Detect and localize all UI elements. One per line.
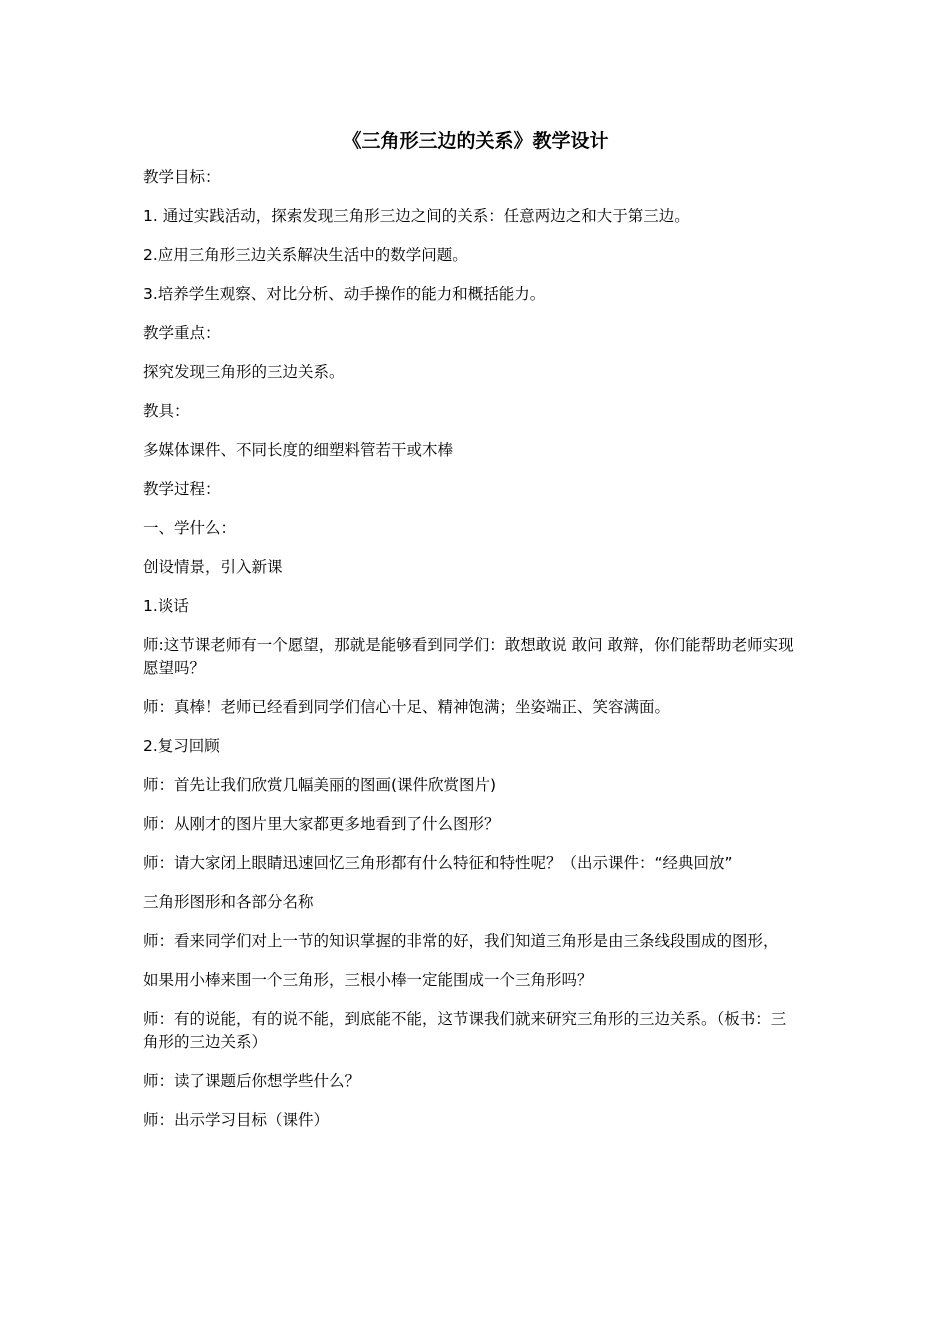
paragraph-teaching-process-heading: 教学过程： bbox=[143, 480, 221, 498]
document-title: 《三角形三边的关系》教学设计 bbox=[342, 130, 609, 152]
paragraph-sticks-question: 如果用小棒来围一个三角形，三根小棒一定能围成一个三角形吗？ bbox=[143, 971, 593, 989]
paragraph-review-heading: 2.复习回顾 bbox=[143, 737, 220, 755]
paragraph-teacher-question-shapes: 师：从刚才的图片里大家都更多地看到了什么图形？ bbox=[143, 815, 500, 833]
paragraph-introduction: 创设情景，引入新课 bbox=[143, 558, 283, 576]
paragraph-teaching-aids-heading: 教具： bbox=[143, 402, 190, 420]
paragraph-teacher-pictures: 师：首先让我们欣赏几幅美丽的图画(课件欣赏图片) bbox=[143, 776, 497, 794]
paragraph-teacher-praise: 师：真棒！老师已经看到同学们信心十足、精神饱满；坐姿端正、笑容满面。 bbox=[143, 698, 671, 716]
paragraph-teacher-objectives: 师：出示学习目标（课件） bbox=[143, 1111, 330, 1129]
paragraph-teaching-aids: 多媒体课件、不同长度的细塑料管若干或木棒 bbox=[143, 441, 454, 459]
paragraph-goal-1: 1. 通过实践活动，探索发现三角形三边之间的关系：任意两边之和大于第三边。 bbox=[143, 207, 690, 225]
paragraph-teacher-summary: 师：看来同学们对上一节的知识掌握的非常的好，我们知道三角形是由三条线段围成的图形， bbox=[143, 932, 779, 950]
paragraph-teacher-wish: 师:这节课老师有一个愿望，那就是能够看到同学们：敢想敢说 敢问 敢辩，你们能帮助老师实现愿望吗？ bbox=[143, 636, 794, 677]
paragraph-goal-3: 3.培养学生观察、对比分析、动手操作的能力和概括能力。 bbox=[143, 285, 546, 303]
paragraph-key-point: 探究发现三角形的三边关系。 bbox=[143, 363, 345, 381]
paragraph-teacher-ask-learn: 师：读了课题后你想学些什么？ bbox=[143, 1072, 361, 1090]
paragraph-triangle-parts: 三角形图形和各部分名称 bbox=[143, 893, 314, 911]
paragraph-teaching-goals-heading: 教学目标： bbox=[143, 168, 221, 186]
paragraph-key-point-heading: 教学重点： bbox=[143, 324, 221, 342]
paragraph-section-one: 一、学什么： bbox=[143, 519, 237, 537]
paragraph-talk-heading: 1.谈话 bbox=[143, 597, 189, 615]
paragraph-teacher-topic: 师：有的说能，有的说不能，到底能不能，这节课我们就来研究三角形的三边关系。（板书：三角形的三边关系） bbox=[143, 1010, 787, 1051]
paragraph-teacher-recall: 师：请大家闭上眼睛迅速回忆三角形都有什么特征和特性呢？（出示课件：“经典回放” bbox=[143, 854, 733, 872]
paragraph-goal-2: 2.应用三角形三边关系解决生活中的数学问题。 bbox=[143, 246, 468, 264]
